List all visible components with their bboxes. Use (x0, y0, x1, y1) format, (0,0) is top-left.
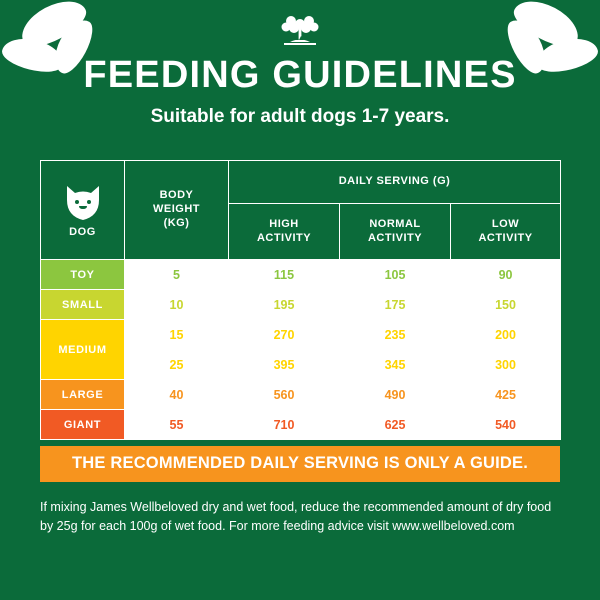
header-label-low-1: LOW (491, 217, 520, 230)
header-label-body-weight-1: BODY (159, 189, 194, 202)
row-weight: 40 (125, 380, 229, 410)
row-category: LARGE (41, 380, 125, 410)
row-low: 300 (451, 350, 561, 380)
header-label-body-weight-2: WEIGHT (153, 203, 200, 216)
guide-banner: THE RECOMMENDED DAILY SERVING IS ONLY A GUIDE. (40, 446, 560, 482)
feeding-table-wrap (0, 152, 600, 440)
header-cell-body-weight (125, 161, 229, 260)
row-category: GIANT (41, 410, 125, 440)
row-high: 115 (229, 260, 340, 290)
row-normal: 235 (340, 320, 451, 350)
row-weight: 5 (125, 260, 229, 290)
row-low: 200 (451, 320, 561, 350)
feeding-table (40, 160, 561, 440)
row-category: SMALL (41, 290, 125, 320)
header-label-high-2: ACTIVITY (256, 231, 312, 244)
row-weight: 55 (125, 410, 229, 440)
header-label-normal-1: NORMAL (369, 217, 421, 230)
row-high: 560 (229, 380, 340, 410)
table-row (41, 290, 561, 320)
row-normal: 625 (340, 410, 451, 440)
table-row (41, 380, 561, 410)
page-title: FEEDING GUIDELINES (83, 54, 517, 96)
header-label-high-1: HIGH (269, 217, 299, 230)
row-high: 395 (229, 350, 340, 380)
row-high: 195 (229, 290, 340, 320)
dog-head-icon (58, 182, 108, 224)
table-row (41, 260, 561, 290)
header-label-low-2: ACTIVITY (478, 231, 533, 244)
row-normal: 345 (340, 350, 451, 380)
row-low: 540 (451, 410, 561, 440)
table-header-row-1 (41, 161, 561, 204)
row-low: 150 (451, 290, 561, 320)
row-weight: 25 (125, 350, 229, 380)
header-cell-low-activity (451, 204, 561, 260)
row-low: 90 (451, 260, 561, 290)
table-row (41, 410, 561, 440)
header-label-dog: DOG (69, 226, 96, 239)
row-normal: 175 (340, 290, 451, 320)
row-high: 270 (229, 320, 340, 350)
row-weight: 15 (125, 320, 229, 350)
header-cell-dog (41, 161, 125, 260)
table-row (41, 320, 561, 350)
footnote-text: If mixing James Wellbeloved dry and wet food, reduce the recommended amount of dry food by 25g for each 100g of wet food. For more feeding advice visit www.wellbeloved.com (40, 500, 552, 534)
page-subtitle: Suitable for adult dogs 1-7 years. (150, 105, 450, 127)
header-cell-normal-activity (340, 204, 451, 260)
header-cell-high-activity (229, 204, 340, 260)
row-weight: 10 (125, 290, 229, 320)
row-high: 710 (229, 410, 340, 440)
row-normal: 105 (340, 260, 451, 290)
poster-header (0, 0, 600, 152)
header-label-normal-2: ACTIVITY (367, 231, 423, 244)
row-normal: 490 (340, 380, 451, 410)
row-category: MEDIUM (41, 320, 125, 380)
header-cell-daily-serving: DAILY SERVING (G) (229, 161, 561, 204)
row-category: TOY (41, 260, 125, 290)
tree-logo-icon (272, 10, 328, 52)
header-label-body-weight-3: (KG) (163, 216, 190, 229)
brand-logo (0, 0, 600, 54)
row-low: 425 (451, 380, 561, 410)
